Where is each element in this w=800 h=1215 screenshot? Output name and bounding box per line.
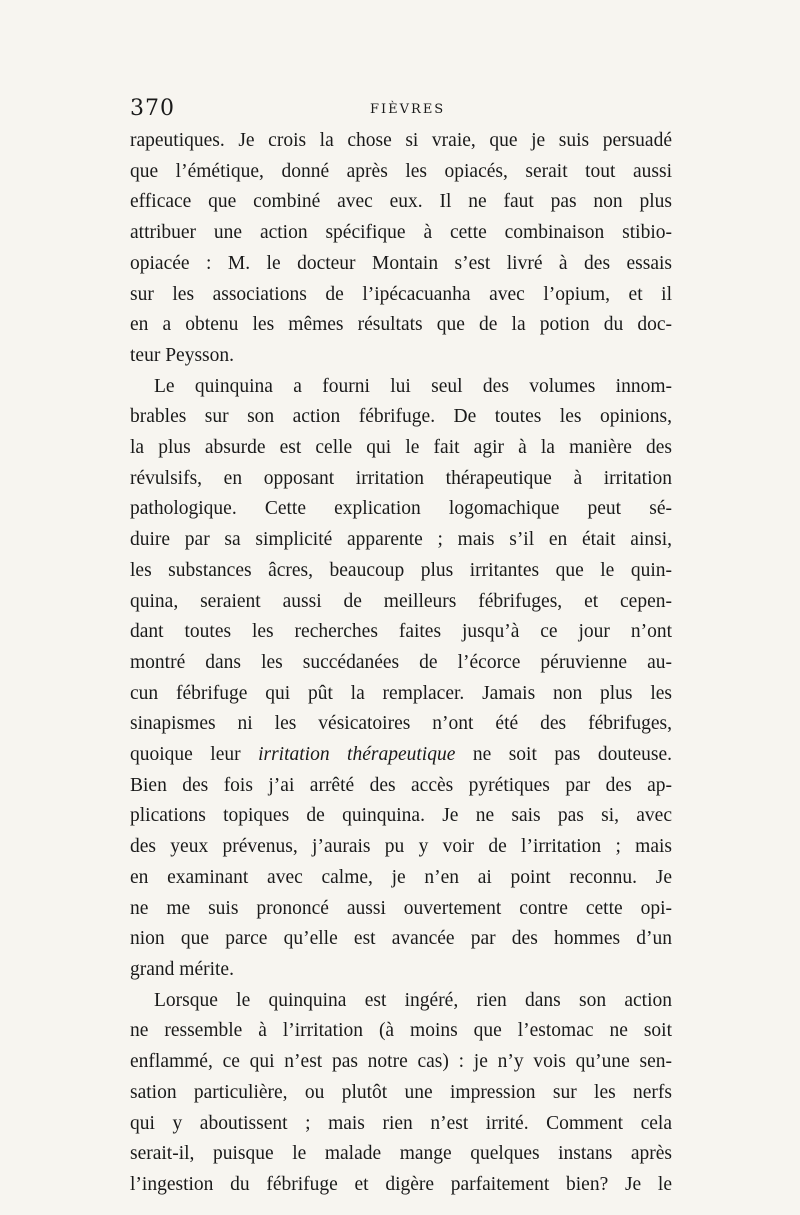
text-line: montré dans les succédanées de l’écorce péruvienne au- <box>130 651 672 673</box>
paragraph-3 <box>130 986 672 1201</box>
text-line: qui y aboutissent ; mais rien n’est irrité. Comment cela <box>130 1112 672 1134</box>
text-line: attribuer une action spécifique à cette combinaison stibio- <box>130 222 672 244</box>
text-line: sur les associations de l’ipécacuanha avec l’opium, et il <box>130 283 672 305</box>
text-line: Lorsque le quinquina est ingéré, rien dans son action <box>154 989 672 1011</box>
page-number: 370 <box>130 96 175 121</box>
text-line: sinapismes ni les vésicatoires n’ont été des fébrifuges, <box>130 713 672 735</box>
text-line: cun fébrifuge qui pût la remplacer. Jamais non plus les <box>130 682 672 704</box>
text-line: efficace que combiné avec eux. Il ne faut pas non plus <box>130 191 672 213</box>
text-line: Bien des fois j’ai arrêté des accès pyrétiques par des ap- <box>130 774 672 796</box>
text-line: des yeux prévenus, j’aurais pu y voir de l’irritation ; mais <box>130 836 672 858</box>
text-line: serait-il, puisque le malade mange quelques instans après <box>130 1143 672 1165</box>
text-line: sation particulière, ou plutôt une impression sur les nerfs <box>130 1081 672 1103</box>
text-line: duire par sa simplicité apparente ; mais s’il en était ainsi, <box>130 529 672 551</box>
text-line: ne me suis prononcé aussi ouvertement contre cette opi- <box>130 897 672 919</box>
text-line: les substances âcres, beaucoup plus irritantes que le quin- <box>130 559 672 581</box>
text-line: enflammé, ce qui n’est pas notre cas) : je n’y vois qu’une sen- <box>130 1051 672 1073</box>
text-line: plications topiques de quinquina. Je ne sais pas si, avec <box>130 805 672 827</box>
text-line: teur Peysson. <box>130 344 234 366</box>
text-line: pathologique. Cette explication logomachique peut sé- <box>130 498 672 520</box>
text-fragment: quoique leur <box>130 744 259 766</box>
paragraph-1 <box>130 126 672 372</box>
text-line: quina, seraient aussi de meilleurs fébrifuges, et cepen- <box>130 590 672 612</box>
paragraph-2 <box>130 372 672 986</box>
text-line: que l’émétique, donné après les opiacés, serait tout aussi <box>130 160 672 182</box>
text-line: dant toutes les recherches faites jusqu’à ce jour n’ont <box>130 621 672 643</box>
running-title: FIÈVRES <box>370 102 446 117</box>
italic-phrase: irritation thérapeutique <box>258 744 456 766</box>
text-line: en examinant avec calme, je n’en ai point reconnu. Je <box>130 866 672 888</box>
text-line: l’ingestion du fébrifuge et digère parfaitement bien? Je le <box>130 1173 672 1195</box>
text-line: révulsifs, en opposant irritation thérapeutique à irritation <box>130 467 672 489</box>
text-line: ne ressemble à l’irritation (à moins que l’estomac ne soit <box>130 1020 672 1042</box>
text-line: rapeutiques. Je crois la chose si vraie, que je suis persuadé <box>130 130 672 151</box>
text-line: opiacée : M. le docteur Montain s’est livré à des essais <box>130 252 672 274</box>
text-line: nion que parce qu’elle est avancée par des hommes d’un <box>130 928 672 950</box>
text-line: la plus absurde est celle qui le fait agir à la manière des <box>130 437 672 459</box>
text-line-italic <box>130 740 672 771</box>
page-header <box>130 96 672 126</box>
text-fragment: ne soit pas douteuse. <box>455 744 673 766</box>
text-line: Le quinquina a fourni lui seul des volumes innom- <box>154 375 672 397</box>
text-line: brables sur son action fébrifuge. De toutes les opinions, <box>130 406 672 428</box>
body-text <box>130 126 672 1201</box>
text-line: grand mérite. <box>130 958 234 980</box>
book-page <box>130 96 672 1201</box>
text-line: en a obtenu les mêmes résultats que de la potion du doc- <box>130 314 672 336</box>
